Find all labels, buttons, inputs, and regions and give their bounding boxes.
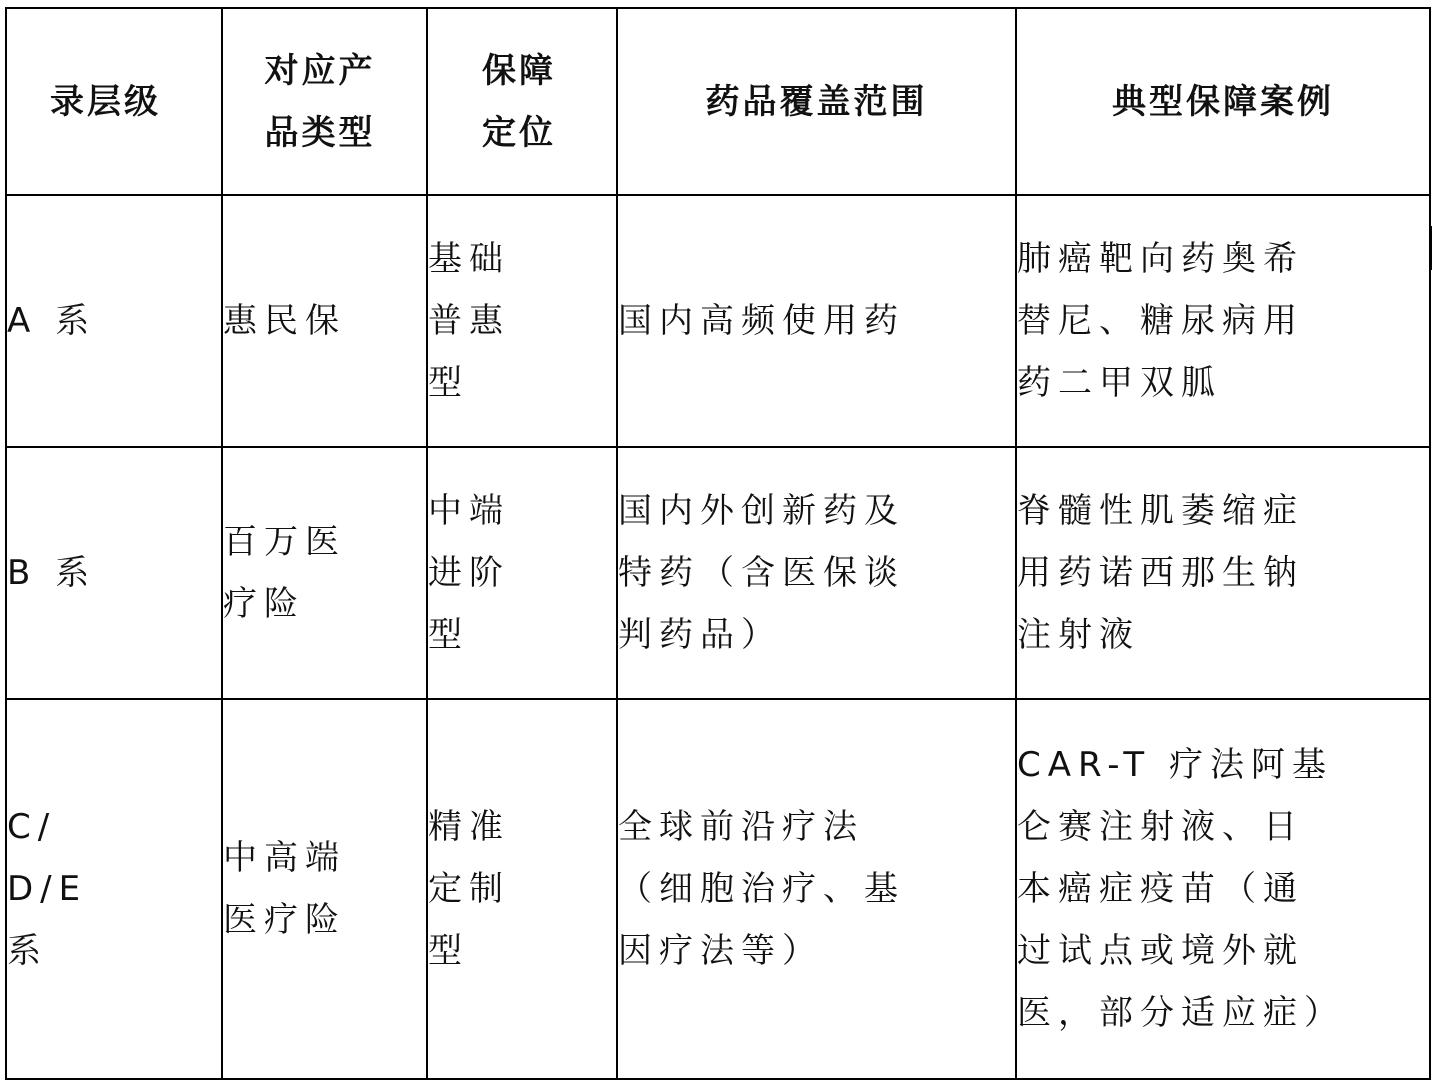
header-position: 保障定位 bbox=[427, 8, 617, 195]
row-b-scope: 国内外创新药及特药（含医保谈判药品） bbox=[617, 447, 1016, 699]
drug-coverage-table bbox=[5, 7, 1431, 1080]
row-c-scope: 全球前沿疗法（细胞治疗、基因疗法等） bbox=[617, 699, 1016, 1079]
table-row bbox=[6, 699, 1430, 1079]
header-scope: 药品覆盖范围 bbox=[617, 8, 1016, 195]
table-header-row bbox=[6, 8, 1430, 195]
row-b-level: B 系 bbox=[6, 447, 222, 699]
table-row bbox=[6, 195, 1430, 447]
row-b-product: 百万医疗险 bbox=[222, 447, 427, 699]
row-a-product: 惠民保 bbox=[222, 195, 427, 447]
row-b-position: 中端进阶型 bbox=[427, 447, 617, 699]
row-a-position: 基础普惠型 bbox=[427, 195, 617, 447]
row-a-case: 肺癌靶向药奥希替尼、糖尿病用药二甲双胍 bbox=[1016, 195, 1430, 447]
header-case: 典型保障案例 bbox=[1016, 8, 1430, 195]
header-level: 录层级 bbox=[6, 8, 222, 195]
row-c-position: 精准定制型 bbox=[427, 699, 617, 1079]
row-b-case: 脊髓性肌萎缩症用药诺西那生钠注射液 bbox=[1016, 447, 1430, 699]
margin-tick-mark bbox=[1429, 226, 1432, 270]
row-a-scope: 国内高频使用药 bbox=[617, 195, 1016, 447]
table-row bbox=[6, 447, 1430, 699]
header-product: 对应产品类型 bbox=[222, 8, 427, 195]
row-a-level: A 系 bbox=[6, 195, 222, 447]
row-c-product: 中高端医疗险 bbox=[222, 699, 427, 1079]
row-c-level: C/D/E 系 bbox=[6, 699, 222, 1079]
row-c-case: CAR-T 疗法阿基仑赛注射液、日本癌症疫苗（通过试点或境外就医，部分适应症） bbox=[1016, 699, 1430, 1079]
